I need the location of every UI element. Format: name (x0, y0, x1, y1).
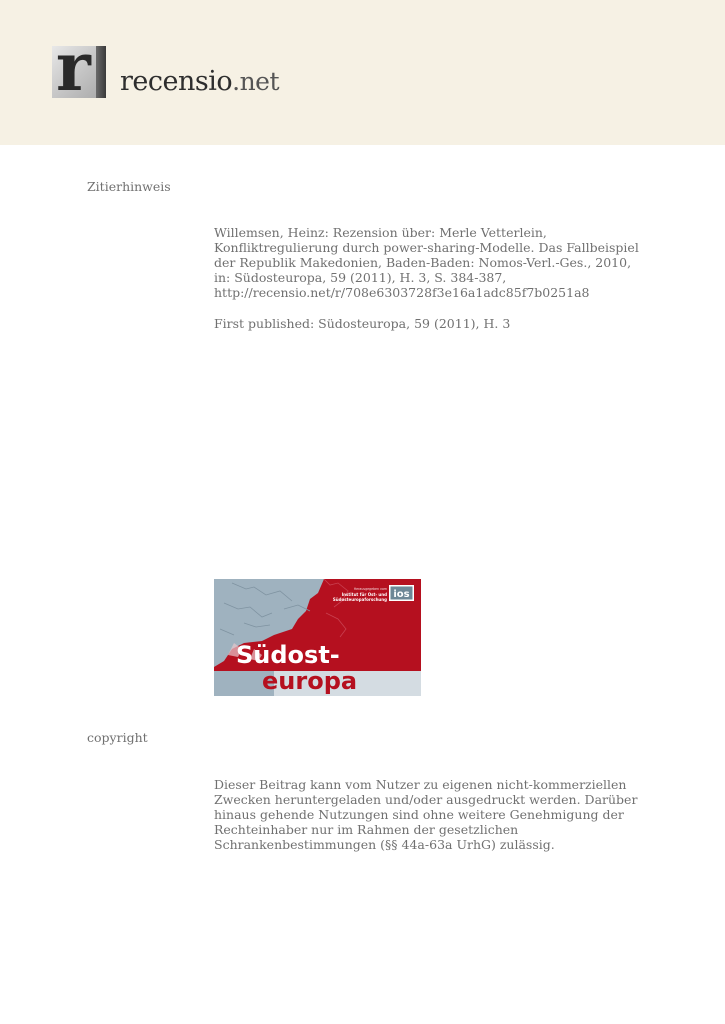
copyright-line: Rechteinhaber nur im Rahmen der gesetzlichen (214, 822, 519, 837)
journal-cover-image (214, 579, 421, 696)
journal-cover-graphic (214, 579, 421, 696)
first-published: First published: Südosteuropa, 59 (2011), H. 3 (214, 316, 511, 331)
copyright-line: Dieser Beitrag kann vom Nutzer zu eigenen nicht-kommerziellen (214, 777, 627, 792)
recensio-logo-mark (52, 46, 106, 98)
copyright-line: Zwecken heruntergeladen und/oder ausgedruckt werden. Darüber (214, 792, 638, 807)
citation-line: Willemsen, Heinz: Rezension über: Merle Vetterlein, (214, 225, 547, 240)
recensio-logo-text (120, 68, 279, 95)
copyright-line: Schrankenbestimmungen (§§ 44a-63a UrhG) zulässig. (214, 837, 555, 852)
journal-title-line2: europa (262, 667, 358, 695)
page-header (0, 0, 725, 145)
site-name: recensio (120, 66, 233, 97)
publisher-small: Herausgegeben vom (353, 587, 387, 591)
journal-title-line1: Südost- (236, 641, 340, 669)
citation-line: Konfliktregulierung durch power-sharing-Modelle. Das Fallbeispiel (214, 240, 639, 255)
publisher-line1: Institut für Ost- und (341, 592, 387, 597)
copyright-text (214, 777, 654, 852)
logo-letter: r (56, 46, 91, 98)
citation-line: in: Südosteuropa, 59 (2011), H. 3, S. 384-387, (214, 270, 507, 285)
site-tld: .net (232, 67, 280, 96)
copyright-line: hinaus gehende Nutzungen sind ohne weitere Genehmigung der (214, 807, 624, 822)
citation-line: der Republik Makedonien, Baden-Baden: Nomos-Verl.-Ges., 2010, (214, 255, 632, 270)
citation-label: Zitierhinweis (87, 179, 171, 194)
citation-text (214, 225, 654, 300)
publisher-line2: Südosteuropaforschung (332, 597, 387, 602)
copyright-label: copyright (87, 730, 148, 745)
ios-badge-text: ios (393, 589, 410, 600)
citation-url[interactable]: http://recensio.net/r/708e6303728f3e16a1adc85f7b0251a8 (214, 285, 590, 300)
